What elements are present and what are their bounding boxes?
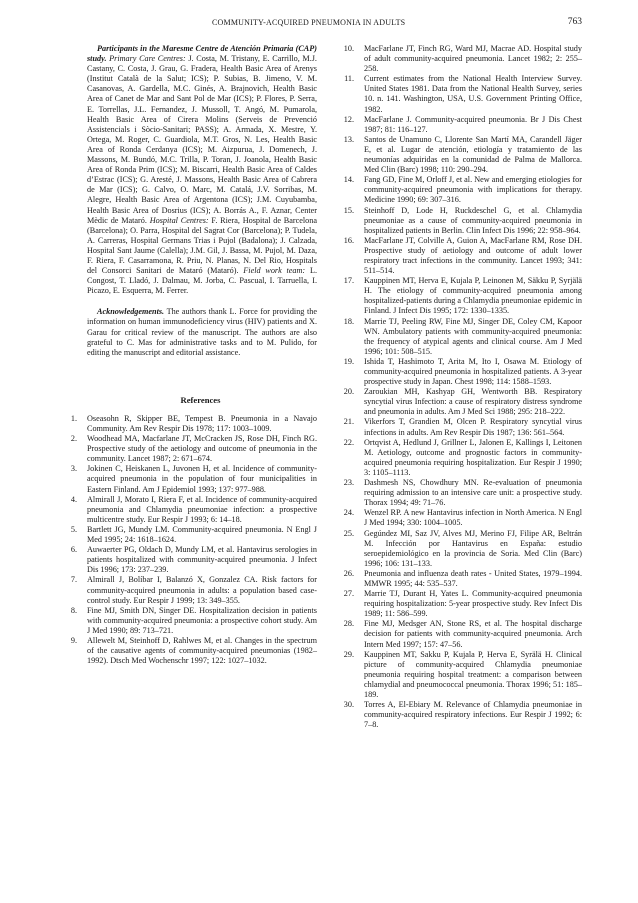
reference-item: [62, 636, 317, 666]
reference-number: 17.: [343, 276, 354, 286]
reference-item: [332, 236, 582, 276]
left-column: [62, 44, 317, 666]
participants-text: J. Costa, M. Tristany, E. Carrillo, M.J. Castany, C. Costa, J. Grau, G. Fradera, Health Basic Area of Arenys (Institut Català de la Salut; ICS); P. Subias, B. Jimeno, V. M. Casanovas, A. Gardella, M.C. Ginés, A. Brajnovich, Health Basic Area of Canet de Mar and Sant Pol de Mar (ICS); P. Flores, P. Serra, E. Torrellas, J.L. Fernandez, J. Mussoll, T. Angó, M. Pumarola, Health Basic Area of Cirera Molins (Serveis de Prevenció Assistencials i Sòcio-Sanitari; PASS); A. Armada, X. Mestre, Y. Ortega, M. Roger, C. Guardiola, M.T. Gros, N. Les, Health Basic Area of Ronda Cerdanya (ICS); M. Aizpurua, J. Domenech, J. Massons, M. Bundó, M.C. Trilla, P. Toran, J. Joanola, Health Basic Area of Ronda Prim (ICS); M. Biscarri, Health Basic Area of Caldes d’Estrac (ICS); G. Aresté, J. Massons, Health Basic Area of Cabrera de Mar (ICS); G. Calvo, O. Marc, M. Catalá, J.V. Sorribas, M. Alegre, Health Basic Area of Argentona (ICS); J.M. Cuyubamba, Health Basic Area of Dosrius (ICS); A. Borrás A., F. Aznar, Center Mèdic de Mataró.: [87, 54, 317, 225]
acknowledgements-text: The authors thank L. Force for providing the information on human immunodeficiency virus (HIV) patients and X. Garau for critical review of the manuscript. The authors are also grateful to C. Mas for administrative tasks and to M. Pulido, for editing the manuscript and editorial assistance.: [87, 307, 317, 357]
reference-number: 29.: [343, 649, 354, 659]
reference-text: Marrie TJ, Durant H, Yates L. Community-acquired pneumonia requiring hospitalization: 5-year prospective study. Rev Infect Dis 1989; 11: 586–599.: [364, 589, 582, 619]
reference-text: Vikerfors T, Grandien M, Olcen P. Respiratory syncytial virus infections in adults. Am Rev Respir Dis 1987; 136: 561–564.: [364, 417, 582, 437]
reference-item: [332, 357, 582, 387]
reference-text: Current estimates from the National Health Interview Survey. United States 1981. Data from the National Health Survey, series 10. n. 141. Washington, USA, U.S. Government Printing Office, 1982.: [364, 74, 582, 114]
reference-item: [332, 417, 582, 437]
reference-text: Auwaerter PG, Oldach D, Mundy LM, et al. Hantavirus serologies in patients hospitalized with community-acquired pneumonia. J Infect Dis 1996; 173: 237–239.: [87, 545, 317, 575]
hospital-centres-text: F. Riera, Hospital de Barcelona (Barcelona); O. Parra, Hospital del Sagrat Cor (Barcelona); P. Tudela, A. Carreras, Hospital Germans Trias i Pujol (Badalona); J. Calzada, Hospital Sant Jaume (Calella); J.M. Gil, J. Bassa, M. Pujol, M. Daza, F. Riera, F. Casarramona, R. Priu, N. Planas, N. Del Rio, Hospitals del Consorci Sanitari de Mataró (Mataró).: [87, 215, 317, 276]
reference-text: Ortqvist A, Hedlund J, Grillner L, Jalonen E, Kallings I, Leitonen M. Aetiology, outcome and prognostic factors in community-acquired pneumonia requiring hospitalization. Eur Respir J 1990; 3: 1105–1113.: [364, 437, 582, 477]
reference-text: Ishida T, Hashimoto T, Arita M, Ito I, Osawa M. Etiology of community-acquired pneumonia in hospitalized patients. A 3-year prospective study in Japan. Chest 1998; 114: 1588–1593.: [364, 356, 582, 387]
reference-number: 11.: [344, 74, 354, 84]
references-list-right: [332, 44, 582, 730]
reference-item: [332, 478, 582, 508]
field-work-label: Field work team:: [238, 266, 306, 276]
reference-number: 2.: [70, 434, 77, 444]
reference-number: 30.: [343, 700, 354, 710]
reference-text: Marrie TJ, Peeling RW, Fine MJ, Singer DE, Coley CM, Kapoor WN. Ambulatory patients with community-acquired pneumonia: the frequency of atypical agents and clinical course. Am J Med 1996; 101: 508–515.: [364, 316, 582, 356]
reference-number: 13.: [343, 134, 354, 144]
reference-text: Santos de Unamuno C, Llorente San Martí MA, Carandell Jäger E, et al. Lugar de atención, etiología y tratamiento de las neumonías adquiridas en la comunidad de Palma de Mallorca. Med Clin (Barc) 1998; 110: 290–294.: [364, 134, 582, 175]
reference-number: 5.: [70, 524, 77, 534]
reference-text: Jokinen C, Heiskanen L, Juvonen H, et al. Incidence of community-acquired pneumonia in the population of four municipalities in Eastern Finland. Am J Epidemiol 1993; 137: 977–988.: [87, 464, 317, 494]
reference-number: 3.: [70, 464, 77, 474]
reference-text: Fine MJ, Medsger AN, Stone RS, et al. The hospital discharge decision for patients with community-acquired pneumonia. Arch Intern Med 1997; 157: 47–56.: [364, 619, 582, 649]
reference-text: Steinhoff D, Lode H, Ruckdeschel G, et al. Chlamydia pneumoniae as a cause of community-acquired pneumonia in hospitalized patients in Berlin. Clin Infect Dis 1996; 22: 958–964.: [364, 205, 582, 235]
reference-number: 7.: [70, 575, 77, 585]
reference-item: [332, 700, 582, 730]
reference-text: Bartlett JG, Mundy LM. Community-acquired pneumonia. N Engl J Med 1995; 24: 1618–1624.: [87, 524, 317, 545]
reference-item: [332, 508, 582, 528]
reference-text: MacFarlane JT, Colville A, Guion A, MacFarlane RM, Rose DH. Prospective study of aetiology and outcome of adult lower respiratory tract infections in the community. Lancet 1993; 341: 511–514.: [364, 235, 582, 276]
reference-item: [62, 525, 317, 545]
reference-item: [332, 44, 582, 74]
reference-number: 8.: [70, 605, 77, 615]
reference-item: [62, 414, 317, 434]
reference-text: Almirall J, Morato I, Riera F, et al. Incidence of community-acquired pneumonia and Chlamydia pneumoniae infection: a prospective multicentre study. Eur Respir J 1993; 6: 14–18.: [87, 494, 317, 524]
participants-lead: Participants in the Maresme Centre de Atención Primaria (CAP) study.: [87, 44, 317, 64]
reference-number: 19.: [343, 356, 354, 366]
reference-number: 9.: [70, 635, 77, 645]
page-number: 763: [567, 17, 582, 27]
reference-text: Oseasohn R, Skipper BE, Tempest B. Pneumonia in a Navajo Community. Am Rev Respir Dis 1978; 117: 1003–1009.: [87, 413, 317, 433]
acknowledgements-paragraph: [87, 307, 317, 357]
reference-text: Zaroukian MH, Kashyap GH, Wentworth BB. Respiratory syncytial virus Infection: a cause of respiratory distress syndrome and pneumonia in adults. Am J Med Sci 1988; 295: 218–222.: [364, 387, 582, 417]
reference-item: [332, 115, 582, 135]
reference-number: 4.: [70, 494, 77, 504]
reference-text: Wenzel RP. A new Hantavirus infection in North America. N Engl J Med 1994; 330: 1004–1005.: [364, 508, 582, 528]
reference-item: [332, 589, 582, 619]
reference-number: 27.: [343, 589, 354, 599]
reference-number: 16.: [343, 235, 354, 245]
reference-number: 6.: [70, 545, 77, 555]
reference-item: [332, 569, 582, 589]
reference-text: Kauppinen MT, Sakku P, Kujala P, Herva E, Syrälä H. Clinical picture of community-acquired Chlamydia pneumoniae pneumonia requiring hospital treatment: a comparison between chlamydial and pneumococcal pneumonia. Thorax 1996; 51: 185–189.: [364, 649, 582, 699]
reference-number: 10.: [343, 44, 354, 53]
reference-text: Almirall J, Bolíbar I, Balanzó X, Gonzalez CA. Risk factors for community-acquired pneumonia in adults: a population based case-control study. Eur Respir J 1999; 13: 349–355.: [87, 575, 317, 605]
reference-text: Pneumonia and influenza death rates - United States, 1979–1994. MMWR 1995; 44: 535–537.: [364, 568, 582, 588]
reference-text: Fang GD, Fine M, Orloff J, et al. New and emerging etiologies for community-acquired pneumonia with implications for therapy. Medicine 1990; 69: 307–316.: [364, 175, 582, 205]
reference-number: 25.: [343, 528, 354, 538]
reference-item: [62, 495, 317, 525]
reference-item: [332, 529, 582, 569]
reference-item: [62, 434, 317, 464]
reference-item: [332, 438, 582, 478]
page-header: [62, 18, 582, 32]
references-heading: References: [180, 394, 221, 405]
reference-number: 1.: [70, 413, 77, 423]
right-column: [332, 44, 582, 730]
references-list-left: [62, 414, 317, 666]
hospital-centres-label: Hospital Centres:: [146, 215, 209, 225]
reference-text: Allewelt M, Steinhoff D, Rahlwes M, et al. Changes in the spectrum of the causative agents of community-acquired pneumonias (1982–1992). Dtsch Med Wochenschr 1997; 122: 1027–1032.: [87, 635, 317, 666]
reference-item: [332, 74, 582, 114]
reference-item: [62, 606, 317, 636]
reference-text: Torres A, El-Ebiary M. Relevance of Chlamydia pneumoniae in community-acquired respiratory infections. Eur Respir J 1992; 6: 7–8.: [364, 700, 582, 730]
reference-number: 18.: [343, 316, 354, 326]
reference-number: 12.: [343, 114, 354, 124]
reference-number: 28.: [343, 619, 354, 629]
reference-text: Dashmesh NS, Chowdhury MN. Re-evaluation of pneumonia requiring admission to an intensive care unit: a prospective study. Thorax 1994; 49: 71–76.: [364, 478, 582, 508]
running-head: COMMUNITY-ACQUIRED PNEUMONIA IN ADULTS: [212, 18, 406, 27]
reference-text: Gegúndez MI, Saz JV, Alves MJ, Merino FJ, Filipe AR, Beltrán M. Infección por Hantavirus en España: estudio seroepidemiológico en la provincia de Soria. Med Clin (Barc) 1996; 106: 131–133.: [364, 528, 582, 568]
reference-number: 20.: [343, 387, 354, 397]
reference-text: Woodhead MA, Macfarlane JT, McCracken JS, Rose DH, Finch RG. Prospective study of the aetiology and outcome of pneumonia in the community. Lancet 1987; 2: 671–674.: [87, 434, 317, 464]
field-work-text: L. Congost, T. Lladó, J. Dalmau, M. Jorba, C. Pascual, I. Tarruella, I. Picazo, E. Esquerra, M. Ferrer.: [87, 266, 318, 296]
reference-item: [332, 317, 582, 357]
reference-number: 23.: [343, 478, 354, 488]
reference-number: 15.: [343, 205, 354, 215]
reference-number: 24.: [343, 508, 354, 518]
reference-item: [332, 276, 582, 316]
reference-item: [332, 206, 582, 236]
reference-number: 14.: [343, 175, 354, 185]
reference-item: [332, 135, 582, 175]
reference-item: [332, 650, 582, 700]
reference-text: MacFarlane J. Community-acquired pneumonia. Br J Dis Chest 1987; 81: 116–127.: [364, 114, 582, 134]
reference-number: 22.: [343, 437, 354, 447]
reference-text: Fine MJ, Smith DN, Singer DE. Hospitalization decision in patients with community-acquired pneumonia: a prospective cohort study. Am J Med 1990; 89: 713–721.: [87, 605, 317, 635]
reference-text: Kauppinen MT, Herva E, Kujala P, Leinonen M, Säkku P, Syrjälä H. The etiology of community-acquired pneumonia among hospitalized-patients during a Chlamydia pneumoniae epidemic in Finland. J Infect Dis 1995; 172: 1330–1335.: [364, 276, 582, 316]
reference-item: [332, 619, 582, 649]
reference-text: MacFarlane JT, Finch RG, Ward MJ, Macrae AD. Hospital study of adult community-acquired pneumonia. Lancet 1982; 2: 255–258.: [364, 44, 582, 74]
reference-item: [332, 175, 582, 205]
acknowledgements-lead: Acknowledgements.: [97, 307, 165, 317]
reference-item: [62, 464, 317, 494]
reference-item: [62, 545, 317, 575]
participants-paragraph: [87, 44, 317, 296]
reference-number: 21.: [343, 417, 354, 427]
reference-item: [332, 387, 582, 417]
primary-care-label: Primary Care Centres:: [106, 54, 186, 64]
reference-number: 26.: [343, 568, 354, 578]
reference-item: [62, 575, 317, 605]
